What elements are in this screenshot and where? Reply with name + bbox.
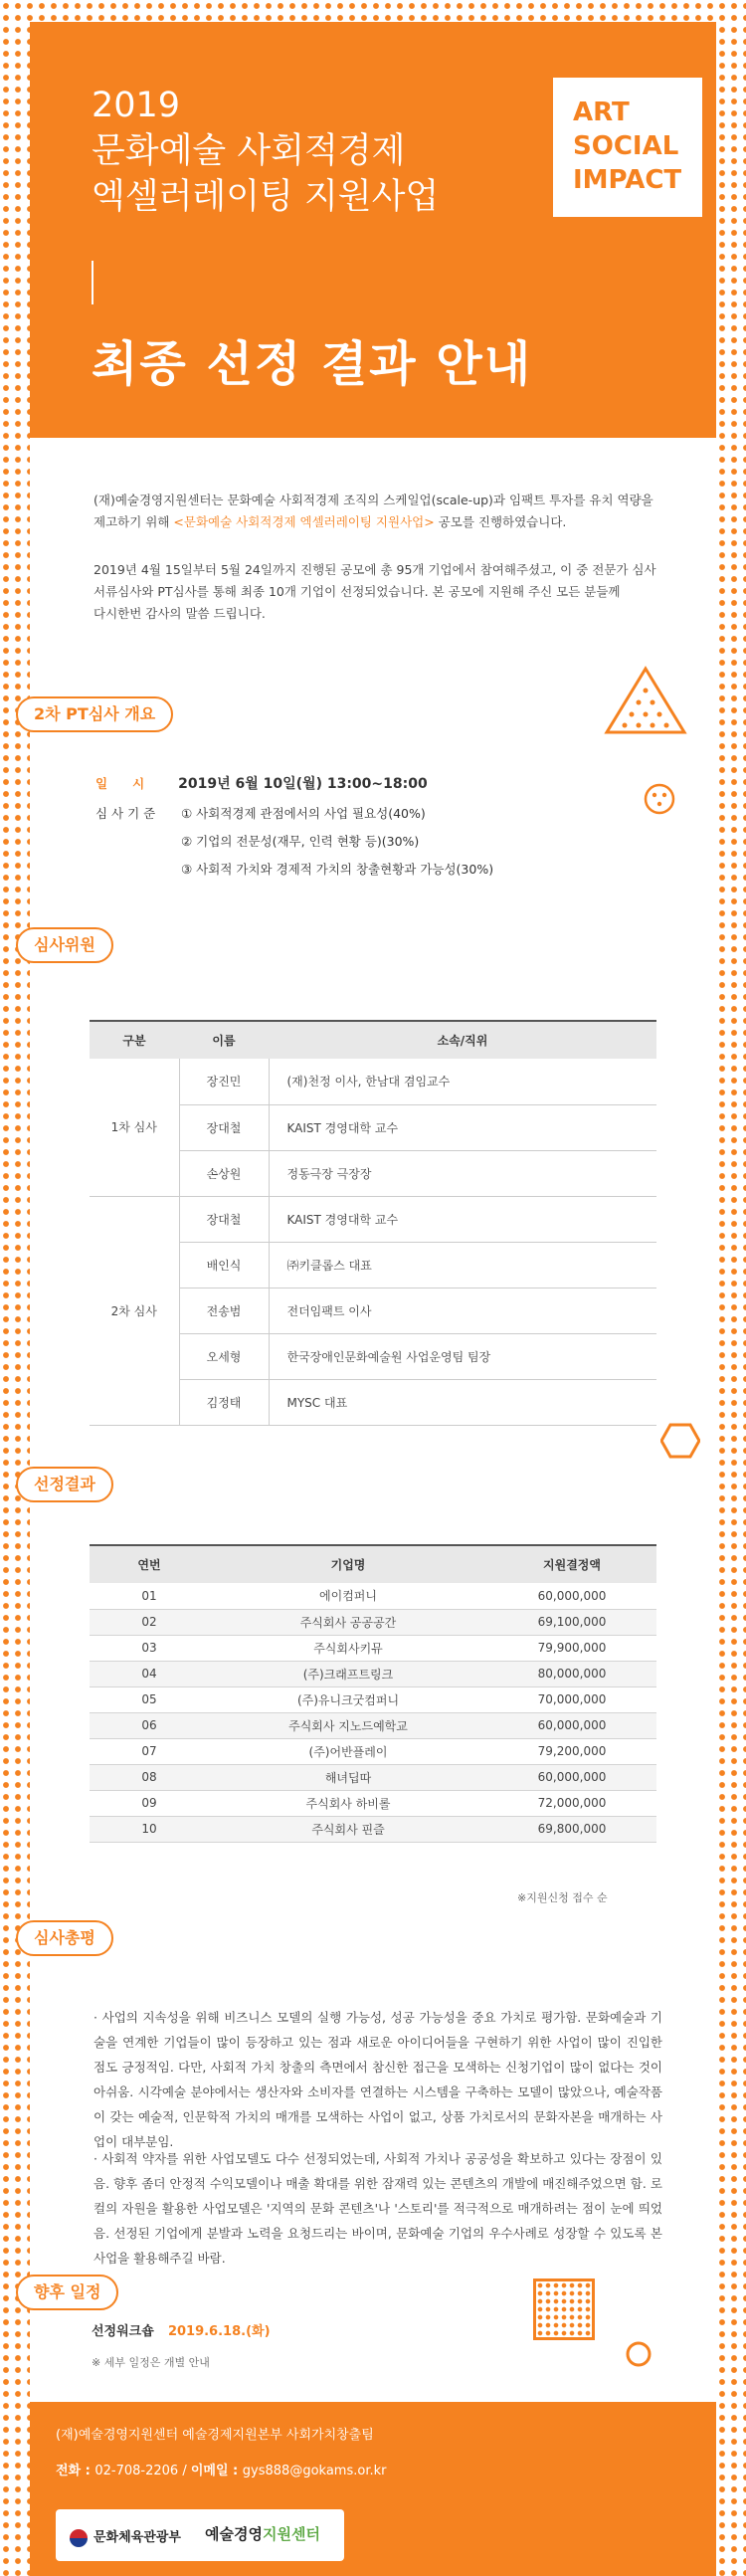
review-paragraph: · 사회적 약자를 위한 사업모델도 다수 선정되었는데, 사회적 가치나 공공성을 확보하고 있다는 장점이 있음. 향후 좀더 안정적 수익모델이나 매출 확대를 위한 잠재력 있는 콘텐츠의 개발에 매진해주었으면 함. 로컬의 자원을 활용한 사업모델은 '지역의 문화 콘텐츠'나 '스토리'를 적극적으로 매개하려는 점이 눈에 띄었음. 선정된 기업에게 분발과 노력을 요청드리는 바이며, 문화예술 기업의 우수사례로 성장할 수 있도록 본 사업을 활용해주길 바람. xyxy=(93,2151,662,2266)
mail-label: 이메일 : xyxy=(190,2464,243,2478)
logo-strip xyxy=(56,2509,344,2561)
content-card xyxy=(30,22,716,2576)
company-name: (주)크래프트링크 xyxy=(209,1661,487,1686)
triangle-dots-icon xyxy=(603,665,688,736)
row-number: 01 xyxy=(90,1583,209,1609)
section-label-review: 심사총평 xyxy=(16,1920,113,1956)
row-number: 07 xyxy=(90,1738,209,1764)
badge-line: SOCIAL xyxy=(573,131,679,161)
hexagon-icon xyxy=(660,1423,700,1459)
company-name: 주식회사 지노드예학교 xyxy=(209,1712,487,1738)
company-name: 주식회사 핀즐 xyxy=(209,1816,487,1842)
table-row xyxy=(90,1764,656,1790)
table-row xyxy=(90,1686,656,1712)
row-number: 06 xyxy=(90,1712,209,1738)
intro-text: 다시한번 감사의 말씀 드립니다. xyxy=(93,606,266,621)
juror-name: 장대철 xyxy=(179,1196,269,1242)
company-name: (주)어반플레이 xyxy=(209,1738,487,1764)
company-name: 에이컴퍼니 xyxy=(209,1583,487,1609)
section-label-results: 선정결과 xyxy=(16,1467,113,1502)
intro-text: 제고하기 위해 <문화예술 사회적경제 엑셀러레이팅 지원사업> 공모를 진행하였습니다. xyxy=(93,514,567,529)
hero-year: 2019 xyxy=(92,86,181,125)
juror-role: 전더임팩트 이사 xyxy=(269,1288,656,1333)
juror-name: 손상원 xyxy=(179,1150,269,1196)
row-number: 10 xyxy=(90,1816,209,1842)
hero-divider xyxy=(92,261,93,304)
company-name: 주식회사 하비롤 xyxy=(209,1790,487,1816)
criteria-item: ② 기업의 전문성(재무, 인력 현황 등)(30%) xyxy=(181,834,420,849)
review-paragraph: · 사업의 지속성을 위해 비즈니스 모델의 실행 가능성, 성공 가능성을 중요 가치로 평가함. 문화예술과 기술을 연계한 기업들이 많이 등장하고 있는 점과 새로운 아이디어들을 구현하기 위한 사업이 많이 진입한 점도 긍정적임. 다만, 사회적 가치 창출의 측면에서 참신한 접근을 모색하는 신청기업이 많이 없다는 것이 아쉬움. 시각예술 분야에서는 생산자와 소비자를 연결하는 시스템을 구축하는 모델이 많았으나, 예술작품이 갖는 예술적, 인문학적 가치의 매개를 모색하는 사업이 없고, 상품 가치로서의 문화자본을 매개하는 사업이 대부분임. xyxy=(93,2010,662,2149)
row-number: 02 xyxy=(90,1609,209,1635)
table-header: 소속/직위 xyxy=(269,1021,656,1059)
gokams-logo: 예술경영지원센터 xyxy=(205,2525,320,2543)
section-label-jury: 심사위원 xyxy=(16,927,113,963)
juror-name: 배인식 xyxy=(179,1242,269,1288)
criteria-item: ③ 사회적 가치와 경제적 가치의 창출현황과 가능성(30%) xyxy=(181,862,494,877)
juror-name: 전송범 xyxy=(179,1288,269,1333)
page-title: 최종 선정 결과 안내 xyxy=(92,336,533,392)
intro-text: 2019년 4월 15일부터 5월 24일까지 진행된 공모에 총 95개 기업에서 참여해주셨고, 이 중 전문가 심사 xyxy=(93,562,656,577)
email-link[interactable]: gys888@gokams.or.kr xyxy=(242,2464,387,2478)
table-header: 구분 xyxy=(90,1021,179,1059)
grant-amount: 69,800,000 xyxy=(487,1816,656,1842)
pt-date-key: 일 시 xyxy=(95,776,145,791)
badge-line: ART xyxy=(573,98,630,127)
phone-number[interactable]: 02-708-2206 xyxy=(94,2464,179,2478)
schedule-item: 선정워크숍 xyxy=(92,2324,154,2339)
table-row xyxy=(90,1583,656,1609)
criteria-item: ① 사회적경제 관점에서의 사업 필요성(40%) xyxy=(181,806,426,821)
intro-paragraph-1 xyxy=(93,490,680,533)
row-number: 09 xyxy=(90,1790,209,1816)
dotted-square-icon xyxy=(533,2279,595,2340)
table-row xyxy=(90,1738,656,1764)
table-row xyxy=(90,1635,656,1661)
grant-amount: 60,000,000 xyxy=(487,1583,656,1609)
badge-line: IMPACT xyxy=(573,165,682,195)
circle-dots-icon xyxy=(643,782,676,816)
results-note: ※지원신청 접수 순 xyxy=(517,1891,608,1904)
juror-role: (재)천정 이사, 한남대 겸임교수 xyxy=(269,1059,656,1104)
tel-label: 전화 : xyxy=(56,2464,95,2478)
table-header: 기업명 xyxy=(209,1545,487,1583)
pt-date-row xyxy=(95,774,428,794)
row-number: 04 xyxy=(90,1661,209,1686)
row-number: 08 xyxy=(90,1764,209,1790)
pt-criteria-key: 심 사 기 준 xyxy=(95,806,156,821)
footer-contact xyxy=(56,2460,386,2478)
table-row xyxy=(90,1661,656,1686)
grant-amount: 69,100,000 xyxy=(487,1609,656,1635)
circle-icon xyxy=(625,2340,653,2368)
grant-amount: 80,000,000 xyxy=(487,1661,656,1686)
juror-role: 한국장애인문화예술원 사업운영팀 팀장 xyxy=(269,1333,656,1379)
hero-subtitle-1: 문화예술 사회적경제 xyxy=(92,131,406,171)
round-label: 2차 심사 xyxy=(90,1196,179,1425)
table-row xyxy=(90,1059,656,1104)
row-number: 03 xyxy=(90,1635,209,1661)
hero-banner xyxy=(30,22,716,438)
table-row xyxy=(90,1790,656,1816)
footer-org: (재)예술경영지원센터 예술경제지원본부 사회가치창출팀 xyxy=(56,2428,374,2443)
table-header: 지원결정액 xyxy=(487,1545,656,1583)
table-row xyxy=(90,1712,656,1738)
separator: / xyxy=(178,2464,191,2478)
pt-date-value: 2019년 6월 10일(월) 13:00~18:00 xyxy=(178,776,428,792)
company-name: 주식회사키뮤 xyxy=(209,1635,487,1661)
company-name: 주식회사 공공공간 xyxy=(209,1609,487,1635)
juror-role: ㈜키클롭스 대표 xyxy=(269,1242,656,1288)
juror-name: 장진민 xyxy=(179,1059,269,1104)
intro-text: (재)예술경영지원센터는 문화예술 사회적경제 조직의 스케일업(scale-up)과 임팩트 투자를 유치 역량을 xyxy=(93,493,653,507)
table-row xyxy=(90,1196,656,1242)
taegeuk-icon xyxy=(70,2529,88,2547)
round-label: 1차 심사 xyxy=(90,1059,179,1196)
jury-table xyxy=(90,1020,656,1426)
table-row xyxy=(90,1609,656,1635)
intro-paragraph-2 xyxy=(93,559,680,625)
section-label-pt-overview: 2차 PT심사 개요 xyxy=(16,696,173,732)
grant-amount: 79,200,000 xyxy=(487,1738,656,1764)
juror-name: 오세형 xyxy=(179,1333,269,1379)
company-name: 해녀딥따 xyxy=(209,1764,487,1790)
art-social-impact-badge xyxy=(553,78,702,217)
juror-role: MYSC 대표 xyxy=(269,1379,656,1425)
juror-role: 정동극장 극장장 xyxy=(269,1150,656,1196)
results-table xyxy=(90,1544,656,1843)
table-row xyxy=(90,1816,656,1842)
table-header: 연번 xyxy=(90,1545,209,1583)
grant-amount: 60,000,000 xyxy=(487,1764,656,1790)
grant-amount: 72,000,000 xyxy=(487,1790,656,1816)
ministry-logo: 문화체육관광부 xyxy=(70,2526,181,2547)
juror-name: 김정태 xyxy=(179,1379,269,1425)
section-label-schedule: 향후 일정 xyxy=(16,2275,118,2310)
table-header: 이름 xyxy=(179,1021,269,1059)
schedule-note: ※ 세부 일정은 개별 안내 xyxy=(92,2356,210,2369)
hero-subtitle-2: 엑셀러레이팅 지원사업 xyxy=(92,177,440,217)
schedule-date: 2019.6.18.(화) xyxy=(167,2324,271,2339)
grant-amount: 60,000,000 xyxy=(487,1712,656,1738)
schedule-row xyxy=(92,2322,271,2342)
footer xyxy=(30,2402,716,2576)
intro-text: 서류심사와 PT심사를 통해 최종 10개 기업이 선정되었습니다. 본 공모에 지원해 주신 모든 분들께 xyxy=(93,584,621,599)
row-number: 05 xyxy=(90,1686,209,1712)
program-name-highlight: <문화예술 사회적경제 엑셀러레이팅 지원사업> xyxy=(173,514,435,529)
juror-role: KAIST 경영대학 교수 xyxy=(269,1196,656,1242)
juror-role: KAIST 경영대학 교수 xyxy=(269,1104,656,1150)
company-name: (주)유니크굿컴퍼니 xyxy=(209,1686,487,1712)
juror-name: 장대철 xyxy=(179,1104,269,1150)
grant-amount: 70,000,000 xyxy=(487,1686,656,1712)
grant-amount: 79,900,000 xyxy=(487,1635,656,1661)
